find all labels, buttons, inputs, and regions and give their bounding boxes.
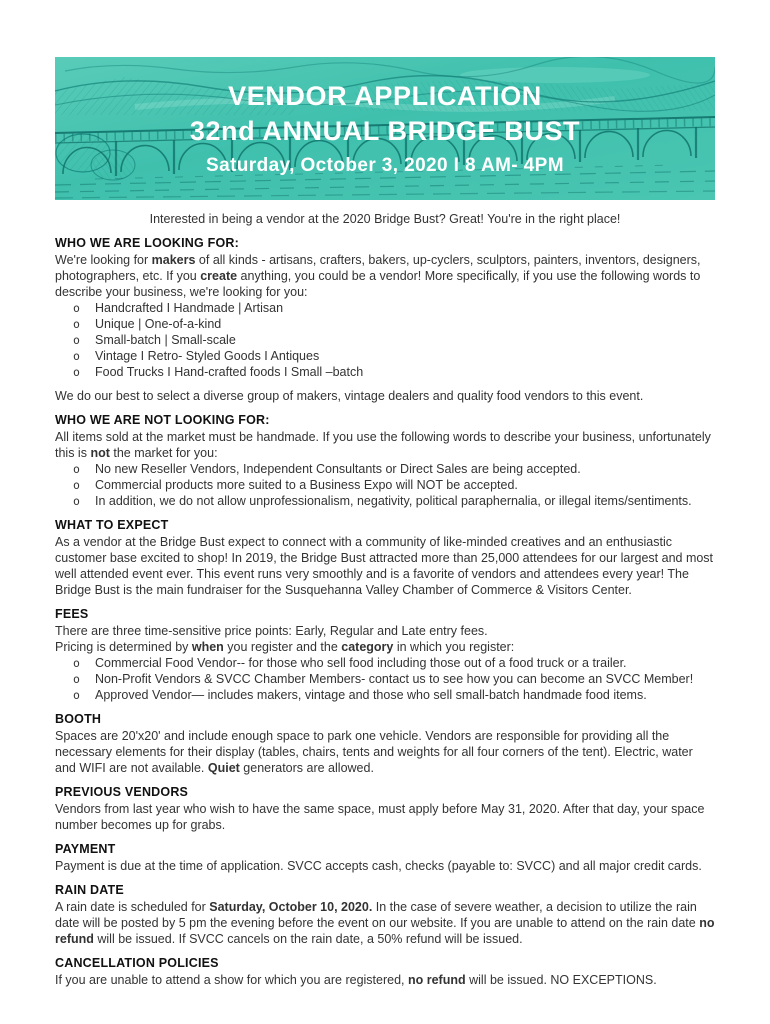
bold-text: not	[90, 446, 110, 460]
bullet-text: Approved Vendor— includes makers, vintage and those who sell small-batch handmade food items.	[95, 688, 647, 702]
section	[55, 882, 715, 947]
body-text: All items sold at the market must be handmade. If you use the following words to describe your business, unfortunately this is	[55, 430, 711, 460]
section-heading: WHO WE ARE LOOKING FOR:	[55, 236, 239, 250]
paragraph	[55, 728, 715, 776]
body-text: generators are allowed.	[239, 761, 374, 775]
bullet-text: Vintage I Retro- Styled Goods I Antiques	[95, 349, 320, 363]
body-text: As a vendor at the Bridge Bust expect to connect with a community of like-minded creatives and an enthusiastic customer base excited to shop! In 2019, the Bridge Bust attracted more than 25,000 attendees for our largest and most well attended event ever. This event runs very smoothly and is a favorite of vendors and attendees every year! The Bridge Bust is the main fundraiser for the Susquehanna Valley Chamber of Commerce & Visitors Center.	[55, 535, 714, 597]
bold-text: Saturday, October 10, 2020.	[209, 900, 373, 914]
bullet-marker: o	[73, 688, 80, 702]
paragraph	[55, 972, 715, 988]
banner	[55, 57, 715, 200]
body-text: Pricing is determined by	[55, 640, 192, 654]
bullet-marker: o	[73, 478, 80, 492]
section	[55, 784, 715, 833]
sections	[55, 235, 715, 988]
body-text: If you are unable to attend a show for which you are registered,	[55, 973, 408, 987]
section-heading: BOOTH	[55, 712, 102, 726]
bullet-text: Unique | One-of-a-kind	[95, 317, 222, 331]
bullet-marker: o	[73, 349, 80, 363]
bold-text: when	[191, 640, 224, 654]
body-text: Vendors from last year who wish to have the same space, must apply before May 31, 2020. After that day, your space number becomes up for grabs.	[55, 802, 705, 832]
section-heading: RAIN DATE	[55, 883, 124, 897]
bullet-text: No new Reseller Vendors, Independent Consultants or Direct Sales are being accepted.	[95, 462, 581, 476]
body-text: Spaces are 20'x20' and include enough space to park one vehicle. Vendors are responsible for providing all the necessary elements for their display (tables, chairs, tents and weights for all four corners of the tent). Electric, water and WIFI are not available.	[55, 729, 693, 775]
banner-title: VENDOR APPLICATION	[228, 80, 542, 111]
intro-text: Interested in being a vendor at the 2020 Bridge Bust? Great! You're in the right place!	[149, 212, 621, 226]
bullet-marker: o	[73, 365, 80, 379]
bullet-text: Small-batch | Small-scale	[95, 333, 236, 347]
paragraph	[55, 429, 715, 461]
bullet-text: Commercial products more suited to a Business Expo will NOT be accepted.	[95, 478, 518, 492]
section-heading: FEES	[55, 607, 89, 621]
bullet-item	[55, 461, 715, 477]
section	[55, 606, 715, 703]
body-text: the market for you:	[109, 446, 218, 460]
bullet-marker: o	[73, 462, 80, 476]
bold-text: category	[341, 640, 394, 654]
body-text: We do our best to select a diverse group of makers, vintage dealers and quality food vendors to this event.	[55, 389, 644, 403]
body-text: will be issued. NO EXCEPTIONS.	[465, 973, 657, 987]
paragraph	[55, 623, 715, 639]
bullet-item	[55, 332, 715, 348]
bold-text: makers	[151, 253, 196, 267]
bullet-item	[55, 655, 715, 671]
body-text: We're looking for	[55, 253, 152, 267]
section-heading: PREVIOUS VENDORS	[55, 785, 189, 799]
bullet-marker: o	[73, 301, 80, 315]
body-text: Payment is due at the time of application. SVCC accepts cash, checks (payable to: SVCC) and all major credit cards.	[55, 859, 702, 873]
paragraph	[55, 801, 715, 833]
paragraph	[55, 388, 715, 404]
bullet-list	[55, 300, 715, 380]
bullet-item	[55, 687, 715, 703]
body-text: will be issued. If SVCC cancels on the rain date, a 50% refund will be issued.	[93, 932, 523, 946]
section-heading: WHAT TO EXPECT	[55, 518, 169, 532]
section-heading: WHO WE ARE NOT LOOKING FOR:	[55, 413, 270, 427]
bullet-item	[55, 493, 715, 509]
body-text: in which you register:	[393, 640, 515, 654]
bold-text: no refund	[55, 916, 715, 946]
body-text: you register and the	[223, 640, 342, 654]
body-text: There are three time-sensitive price points: Early, Regular and Late entry fees.	[55, 624, 488, 638]
body-text: anything, you could be a vendor! More specifically, if you use the following words to describe your business, we're looking for you:	[55, 269, 701, 299]
body-text: In the case of severe weather, a decision to utilize the rain date will be posted by 5 pm the evening before the event on our website. If you are unable to attend on the rain date	[55, 900, 700, 930]
bullet-item	[55, 364, 715, 380]
banner-subtitle: 32nd ANNUAL BRIDGE BUST	[189, 115, 581, 146]
bullet-item	[55, 316, 715, 332]
section	[55, 412, 715, 509]
banner-date: Saturday, October 3, 2020 I 8 AM- 4PM	[206, 154, 564, 176]
paragraph	[55, 534, 715, 598]
bullet-marker: o	[73, 333, 80, 347]
bold-text: create	[200, 269, 238, 283]
bullet-item	[55, 300, 715, 316]
bullet-marker: o	[73, 317, 80, 331]
bullet-list	[55, 461, 715, 509]
bullet-text: Non-Profit Vendors & SVCC Chamber Members- contact us to see how you can become an SVCC Member!	[95, 672, 694, 686]
bullet-text: Handcrafted I Handmade | Artisan	[95, 301, 284, 315]
bullet-marker: o	[73, 672, 80, 686]
bullet-item	[55, 477, 715, 493]
bullet-marker: o	[73, 656, 80, 670]
bullet-text: Commercial Food Vendor-- for those who sell food including those out of a food truck or a trailer.	[95, 656, 627, 670]
section	[55, 841, 715, 874]
section-heading: CANCELLATION POLICIES	[55, 956, 219, 970]
body-text: of all kinds - artisans, crafters, bakers, up-cyclers, sculptors, painters, inventors, designers, photographers, etc. If you	[55, 253, 701, 283]
bullet-text: Food Trucks I Hand-crafted foods I Small –batch	[95, 365, 364, 379]
bold-text: no refund	[408, 973, 466, 987]
bullet-item	[55, 671, 715, 687]
section	[55, 517, 715, 598]
section	[55, 711, 715, 776]
bullet-item	[55, 348, 715, 364]
paragraph	[55, 858, 715, 874]
section-heading: PAYMENT	[55, 842, 116, 856]
paragraph	[55, 639, 715, 655]
body-text: A rain date is scheduled for	[55, 900, 210, 914]
bullet-marker: o	[73, 494, 80, 508]
bullet-text: In addition, we do not allow unprofessionalism, negativity, political paraphernalia, or illegal items/sentiments.	[95, 494, 692, 508]
section	[55, 235, 715, 404]
paragraph	[55, 252, 715, 300]
section	[55, 955, 715, 988]
bullet-list	[55, 655, 715, 703]
paragraph	[55, 899, 715, 947]
banner-text	[55, 57, 715, 200]
bold-text: Quiet	[207, 761, 240, 775]
